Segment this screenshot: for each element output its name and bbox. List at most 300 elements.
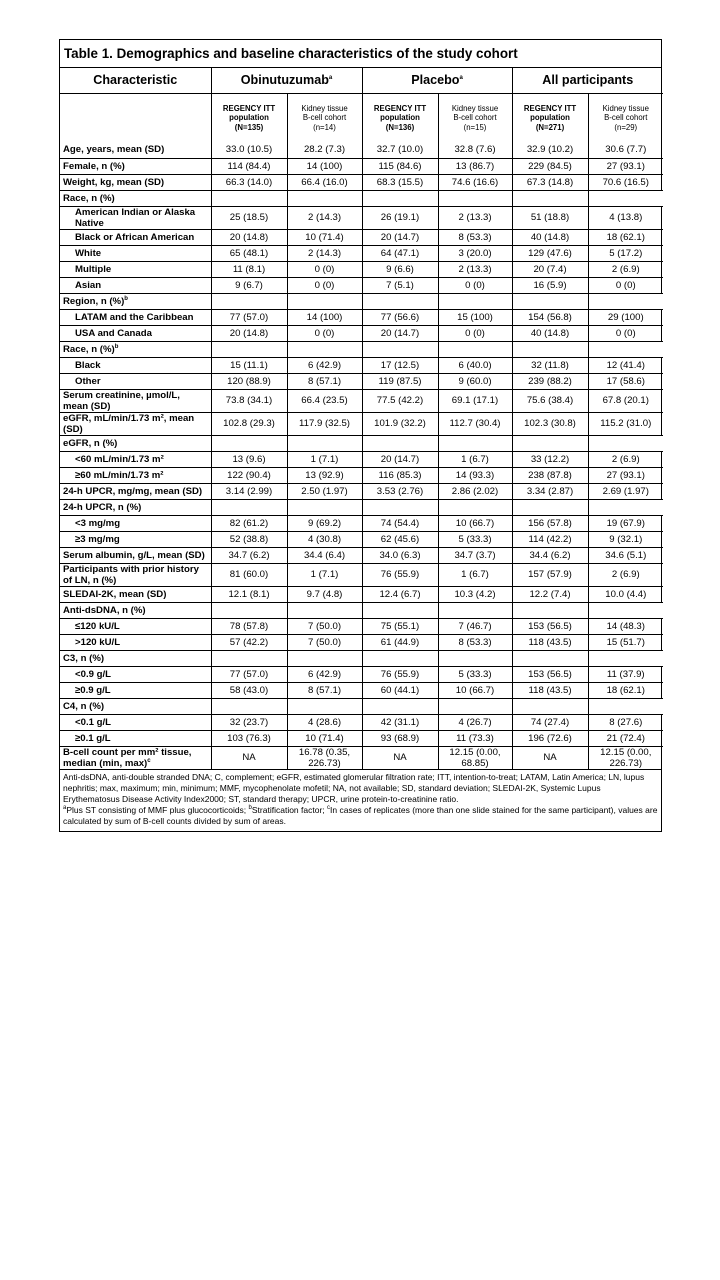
value-cell: 34.7 (6.2)	[211, 547, 287, 563]
value-cell: 32.7 (10.0)	[362, 142, 438, 158]
value-cell	[438, 435, 512, 451]
value-cell: 239 (88.2)	[512, 373, 588, 389]
value-cell: 102.3 (30.8)	[512, 412, 588, 435]
value-cell: 67.3 (14.8)	[512, 174, 588, 190]
category-row	[60, 435, 663, 451]
value-cell: 2 (6.9)	[588, 261, 663, 277]
value-cell: 34.4 (6.2)	[512, 547, 588, 563]
value-cell: 7 (50.0)	[287, 634, 362, 650]
footnote-marks: $^a$Plus ST consisting of MMF plus glucocorticoids; $^b$Stratification factor; $^c$In cases of replicates (more than one slide stained for the same participant), values are calculated by sum of B-cell counts divided by sum of areas.	[63, 805, 658, 827]
subheader-row	[60, 94, 663, 143]
value-cell: 32.8 (7.6)	[438, 142, 512, 158]
value-cell: 26 (19.1)	[362, 206, 438, 229]
value-cell	[211, 435, 287, 451]
row-label: Anti-dsDNA, n (%)	[60, 602, 211, 618]
value-cell: 8 (57.1)	[287, 682, 362, 698]
value-cell: 122 (90.4)	[211, 467, 287, 483]
value-cell: 74 (27.4)	[512, 714, 588, 730]
row-label: Age, years, mean (SD)	[60, 142, 211, 158]
value-cell: 32 (11.8)	[512, 357, 588, 373]
value-cell	[588, 698, 663, 714]
value-cell: 118 (43.5)	[512, 682, 588, 698]
table-row	[60, 618, 663, 634]
subheader-cell: REGENCY ITT population (N=271)	[512, 94, 588, 143]
row-label: ≥3 mg/mg	[60, 531, 211, 547]
row-label: ≥60 mL/min/1.73 m²	[60, 467, 211, 483]
value-cell: 2.86 (2.02)	[438, 483, 512, 499]
value-cell: 0 (0)	[438, 277, 512, 293]
table-row	[60, 730, 663, 746]
value-cell: 0 (0)	[588, 277, 663, 293]
value-cell: NA	[512, 746, 588, 769]
value-cell: 2.50 (1.97)	[287, 483, 362, 499]
row-label: C4, n (%)	[60, 698, 211, 714]
value-cell	[362, 341, 438, 357]
row-label: Serum albumin, g/L, mean (SD)	[60, 547, 211, 563]
value-cell: 9 (60.0)	[438, 373, 512, 389]
value-cell: 0 (0)	[287, 261, 362, 277]
value-cell: 21 (72.4)	[588, 730, 663, 746]
table-row	[60, 142, 663, 158]
placebo-header: Placebo$^a$	[362, 68, 512, 94]
value-cell: 12.2 (7.4)	[512, 586, 588, 602]
value-cell: 11 (8.1)	[211, 261, 287, 277]
row-label: Other	[60, 373, 211, 389]
value-cell: 76 (55.9)	[362, 666, 438, 682]
value-cell: 60 (44.1)	[362, 682, 438, 698]
row-label: Female, n (%)	[60, 158, 211, 174]
subheader-cell: Kidney tissue B-cell cohort (n=15)	[438, 94, 512, 143]
value-cell	[211, 602, 287, 618]
value-cell: 156 (57.8)	[512, 515, 588, 531]
value-cell: 61 (44.9)	[362, 634, 438, 650]
value-cell	[512, 293, 588, 309]
value-cell: 4 (30.8)	[287, 531, 362, 547]
value-cell: 70.6 (16.5)	[588, 174, 663, 190]
value-cell: 10 (71.4)	[287, 229, 362, 245]
value-cell: 73.8 (34.1)	[211, 389, 287, 412]
value-cell	[438, 698, 512, 714]
value-cell	[287, 190, 362, 206]
value-cell: 11 (37.9)	[588, 666, 663, 682]
subheader-blank	[60, 94, 211, 143]
value-cell: 30.6 (7.7)	[588, 142, 663, 158]
value-cell: 32.9 (10.2)	[512, 142, 588, 158]
value-cell	[438, 650, 512, 666]
value-cell: 9.7 (4.8)	[287, 586, 362, 602]
value-cell: 4 (28.6)	[287, 714, 362, 730]
value-cell: 27 (93.1)	[588, 467, 663, 483]
value-cell: 68.3 (15.5)	[362, 174, 438, 190]
value-cell	[362, 650, 438, 666]
group-header-row	[60, 68, 663, 94]
value-cell: 2 (14.3)	[287, 206, 362, 229]
characteristic-header: Characteristic	[60, 68, 211, 94]
value-cell: 2 (13.3)	[438, 261, 512, 277]
value-cell	[512, 602, 588, 618]
value-cell: 10.0 (4.4)	[588, 586, 663, 602]
value-cell: 32 (23.7)	[211, 714, 287, 730]
value-cell: 16 (5.9)	[512, 277, 588, 293]
value-cell: 33.0 (10.5)	[211, 142, 287, 158]
category-row	[60, 650, 663, 666]
value-cell: 116 (85.3)	[362, 467, 438, 483]
value-cell	[512, 435, 588, 451]
value-cell: 6 (42.9)	[287, 666, 362, 682]
value-cell: 4 (13.8)	[588, 206, 663, 229]
row-label: American Indian or Alaska Native	[60, 206, 211, 229]
category-row	[60, 341, 663, 357]
table-row	[60, 229, 663, 245]
value-cell: 77 (57.0)	[211, 666, 287, 682]
value-cell: 20 (14.7)	[362, 325, 438, 341]
value-cell: 19 (67.9)	[588, 515, 663, 531]
value-cell: 12.1 (8.1)	[211, 586, 287, 602]
category-row	[60, 698, 663, 714]
table-row	[60, 373, 663, 389]
row-label: Black	[60, 357, 211, 373]
value-cell: 20 (14.7)	[362, 229, 438, 245]
row-label: ≤120 kU/L	[60, 618, 211, 634]
value-cell: 7 (50.0)	[287, 618, 362, 634]
value-cell: 0 (0)	[588, 325, 663, 341]
value-cell: 29 (100)	[588, 309, 663, 325]
value-cell: 34.7 (3.7)	[438, 547, 512, 563]
value-cell: 27 (93.1)	[588, 158, 663, 174]
row-label: Race, n (%)	[60, 190, 211, 206]
value-cell: 82 (61.2)	[211, 515, 287, 531]
row-label: LATAM and the Caribbean	[60, 309, 211, 325]
value-cell	[588, 435, 663, 451]
value-cell	[287, 499, 362, 515]
value-cell: 9 (69.2)	[287, 515, 362, 531]
value-cell	[287, 602, 362, 618]
value-cell: 20 (14.8)	[211, 325, 287, 341]
value-cell: 0 (0)	[287, 277, 362, 293]
value-cell	[438, 499, 512, 515]
value-cell: 17 (12.5)	[362, 357, 438, 373]
row-label: USA and Canada	[60, 325, 211, 341]
value-cell: 75 (55.1)	[362, 618, 438, 634]
value-cell	[211, 190, 287, 206]
value-cell: 3 (20.0)	[438, 245, 512, 261]
value-cell	[211, 698, 287, 714]
category-row	[60, 602, 663, 618]
table-row	[60, 586, 663, 602]
value-cell	[512, 190, 588, 206]
row-label: SLEDAI-2K, mean (SD)	[60, 586, 211, 602]
demographics-table	[60, 68, 663, 769]
subheader-cell: REGENCY ITT population (N=135)	[211, 94, 287, 143]
value-cell: 12 (41.4)	[588, 357, 663, 373]
subheader-cell: REGENCY ITT population (N=136)	[362, 94, 438, 143]
row-label: B-cell count per mm² tissue, median (min, max)$^c$	[60, 746, 211, 769]
value-cell: 14 (100)	[287, 158, 362, 174]
value-cell: 14 (93.3)	[438, 467, 512, 483]
row-label: 24-h UPCR, mg/mg, mean (SD)	[60, 483, 211, 499]
value-cell: 102.8 (29.3)	[211, 412, 287, 435]
row-label: Participants with prior history of LN, n (%)	[60, 563, 211, 586]
value-cell	[287, 435, 362, 451]
value-cell: 57 (42.2)	[211, 634, 287, 650]
value-cell: 196 (72.6)	[512, 730, 588, 746]
value-cell: 238 (87.8)	[512, 467, 588, 483]
value-cell: 16.78 (0.35, 226.73)	[287, 746, 362, 769]
footnotes	[60, 769, 661, 831]
value-cell: 74 (54.4)	[362, 515, 438, 531]
value-cell: 14 (100)	[287, 309, 362, 325]
value-cell: 66.4 (16.0)	[287, 174, 362, 190]
table-row	[60, 309, 663, 325]
value-cell	[287, 293, 362, 309]
subheader-cell: Kidney tissue B-cell cohort (n=29)	[588, 94, 663, 143]
table-body	[60, 142, 663, 769]
value-cell	[588, 293, 663, 309]
table-row	[60, 483, 663, 499]
value-cell	[362, 190, 438, 206]
value-cell	[588, 650, 663, 666]
value-cell: 117.9 (32.5)	[287, 412, 362, 435]
value-cell: 13 (9.6)	[211, 451, 287, 467]
value-cell: 58 (43.0)	[211, 682, 287, 698]
value-cell: 12.15 (0.00, 226.73)	[588, 746, 663, 769]
value-cell	[211, 293, 287, 309]
row-label: <0.9 g/L	[60, 666, 211, 682]
category-row	[60, 499, 663, 515]
value-cell: 74.6 (16.6)	[438, 174, 512, 190]
value-cell	[362, 602, 438, 618]
value-cell: 6 (42.9)	[287, 357, 362, 373]
value-cell: 157 (57.9)	[512, 563, 588, 586]
value-cell	[588, 602, 663, 618]
table-row	[60, 682, 663, 698]
value-cell: 28.2 (7.3)	[287, 142, 362, 158]
value-cell: 10.3 (4.2)	[438, 586, 512, 602]
value-cell: 67.8 (20.1)	[588, 389, 663, 412]
value-cell: 8 (53.3)	[438, 634, 512, 650]
table-row	[60, 515, 663, 531]
value-cell: 1 (7.1)	[287, 563, 362, 586]
value-cell: 8 (53.3)	[438, 229, 512, 245]
value-cell	[512, 650, 588, 666]
value-cell: 77 (57.0)	[211, 309, 287, 325]
value-cell: 66.3 (14.0)	[211, 174, 287, 190]
value-cell: NA	[362, 746, 438, 769]
value-cell: 103 (76.3)	[211, 730, 287, 746]
table-row	[60, 412, 663, 435]
table-title: Table 1. Demographics and baseline characteristics of the study cohort	[60, 40, 661, 68]
value-cell: 77.5 (42.2)	[362, 389, 438, 412]
value-cell: 2 (14.3)	[287, 245, 362, 261]
value-cell	[211, 650, 287, 666]
value-cell: 10 (66.7)	[438, 515, 512, 531]
value-cell: 120 (88.9)	[211, 373, 287, 389]
value-cell	[211, 341, 287, 357]
all-participants-header: All participants	[512, 68, 663, 94]
table-row	[60, 357, 663, 373]
row-label: eGFR, mL/min/1.73 m², mean (SD)	[60, 412, 211, 435]
value-cell: 12.4 (6.7)	[362, 586, 438, 602]
value-cell: 62 (45.6)	[362, 531, 438, 547]
value-cell: 81 (60.0)	[211, 563, 287, 586]
value-cell	[438, 341, 512, 357]
row-label: <3 mg/mg	[60, 515, 211, 531]
table-row	[60, 158, 663, 174]
value-cell: 5 (33.3)	[438, 531, 512, 547]
value-cell	[438, 190, 512, 206]
table-row	[60, 245, 663, 261]
value-cell: 18 (62.1)	[588, 682, 663, 698]
value-cell: 15 (100)	[438, 309, 512, 325]
value-cell	[287, 698, 362, 714]
value-cell: 101.9 (32.2)	[362, 412, 438, 435]
row-label: C3, n (%)	[60, 650, 211, 666]
value-cell: 118 (43.5)	[512, 634, 588, 650]
value-cell: 20 (14.8)	[211, 229, 287, 245]
value-cell: 15 (51.7)	[588, 634, 663, 650]
table-row	[60, 714, 663, 730]
value-cell: 114 (84.4)	[211, 158, 287, 174]
value-cell: 17 (58.6)	[588, 373, 663, 389]
value-cell: 76 (55.9)	[362, 563, 438, 586]
value-cell	[362, 293, 438, 309]
value-cell: 3.34 (2.87)	[512, 483, 588, 499]
value-cell: 153 (56.5)	[512, 666, 588, 682]
value-cell: 65 (48.1)	[211, 245, 287, 261]
row-label: Region, n (%)$^b$	[60, 293, 211, 309]
row-label: ≥0.1 g/L	[60, 730, 211, 746]
row-label: Asian	[60, 277, 211, 293]
value-cell: 115.2 (31.0)	[588, 412, 663, 435]
value-cell	[588, 190, 663, 206]
value-cell: 10 (71.4)	[287, 730, 362, 746]
value-cell: 13 (92.9)	[287, 467, 362, 483]
value-cell: 9 (6.6)	[362, 261, 438, 277]
value-cell: 10 (66.7)	[438, 682, 512, 698]
value-cell: 14 (48.3)	[588, 618, 663, 634]
category-row	[60, 190, 663, 206]
value-cell	[362, 698, 438, 714]
value-cell: 8 (27.6)	[588, 714, 663, 730]
value-cell: 78 (57.8)	[211, 618, 287, 634]
value-cell: 20 (7.4)	[512, 261, 588, 277]
value-cell	[512, 698, 588, 714]
value-cell: 52 (38.8)	[211, 531, 287, 547]
value-cell: 4 (26.7)	[438, 714, 512, 730]
table-row	[60, 261, 663, 277]
value-cell: 2 (13.3)	[438, 206, 512, 229]
table-row	[60, 666, 663, 682]
value-cell: 8 (57.1)	[287, 373, 362, 389]
row-label: <0.1 g/L	[60, 714, 211, 730]
value-cell: 112.7 (30.4)	[438, 412, 512, 435]
value-cell: 9 (6.7)	[211, 277, 287, 293]
value-cell: 6 (40.0)	[438, 357, 512, 373]
table-row	[60, 746, 663, 769]
value-cell: 154 (56.8)	[512, 309, 588, 325]
table-row	[60, 634, 663, 650]
value-cell: 119 (87.5)	[362, 373, 438, 389]
value-cell: 114 (42.2)	[512, 531, 588, 547]
value-cell: 7 (5.1)	[362, 277, 438, 293]
value-cell	[438, 602, 512, 618]
value-cell: 2 (6.9)	[588, 563, 663, 586]
table-row	[60, 174, 663, 190]
value-cell: 66.4 (23.5)	[287, 389, 362, 412]
row-label: ≥0.9 g/L	[60, 682, 211, 698]
value-cell: 40 (14.8)	[512, 229, 588, 245]
value-cell	[287, 341, 362, 357]
value-cell: 3.53 (2.76)	[362, 483, 438, 499]
value-cell: 51 (18.8)	[512, 206, 588, 229]
table-row	[60, 206, 663, 229]
table-row	[60, 547, 663, 563]
table-row	[60, 563, 663, 586]
row-label: <60 mL/min/1.73 m²	[60, 451, 211, 467]
row-label: >120 kU/L	[60, 634, 211, 650]
value-cell: 153 (56.5)	[512, 618, 588, 634]
table-row	[60, 277, 663, 293]
value-cell: 11 (73.3)	[438, 730, 512, 746]
row-label: White	[60, 245, 211, 261]
table-container	[59, 39, 662, 832]
value-cell: 2.69 (1.97)	[588, 483, 663, 499]
value-cell: 7 (46.7)	[438, 618, 512, 634]
value-cell: 20 (14.7)	[362, 451, 438, 467]
value-cell: 1 (6.7)	[438, 451, 512, 467]
category-row	[60, 293, 663, 309]
table-row	[60, 389, 663, 412]
value-cell: 40 (14.8)	[512, 325, 588, 341]
value-cell: 34.6 (5.1)	[588, 547, 663, 563]
value-cell: 2 (6.9)	[588, 451, 663, 467]
value-cell	[438, 293, 512, 309]
row-label: Multiple	[60, 261, 211, 277]
value-cell: 64 (47.1)	[362, 245, 438, 261]
value-cell: 115 (84.6)	[362, 158, 438, 174]
value-cell: 1 (6.7)	[438, 563, 512, 586]
value-cell	[588, 499, 663, 515]
value-cell: 0 (0)	[438, 325, 512, 341]
value-cell	[588, 341, 663, 357]
obinutuzumab-header: Obinutuzumab$^a$	[211, 68, 362, 94]
value-cell: 12.15 (0.00, 68.85)	[438, 746, 512, 769]
value-cell: 77 (56.6)	[362, 309, 438, 325]
value-cell: 34.0 (6.3)	[362, 547, 438, 563]
value-cell: 42 (31.1)	[362, 714, 438, 730]
row-label: Race, n (%)$^b$	[60, 341, 211, 357]
value-cell: 33 (12.2)	[512, 451, 588, 467]
value-cell: 5 (17.2)	[588, 245, 663, 261]
value-cell: 34.4 (6.4)	[287, 547, 362, 563]
row-label: Black or African American	[60, 229, 211, 245]
value-cell: 3.14 (2.99)	[211, 483, 287, 499]
row-label: 24-h UPCR, n (%)	[60, 499, 211, 515]
value-cell	[287, 650, 362, 666]
value-cell: 5 (33.3)	[438, 666, 512, 682]
value-cell: 13 (86.7)	[438, 158, 512, 174]
value-cell: 9 (32.1)	[588, 531, 663, 547]
table-row	[60, 467, 663, 483]
value-cell	[211, 499, 287, 515]
table-row	[60, 325, 663, 341]
value-cell	[362, 499, 438, 515]
value-cell: 0 (0)	[287, 325, 362, 341]
table-row	[60, 451, 663, 467]
value-cell: 18 (62.1)	[588, 229, 663, 245]
value-cell	[362, 435, 438, 451]
value-cell: 93 (68.9)	[362, 730, 438, 746]
